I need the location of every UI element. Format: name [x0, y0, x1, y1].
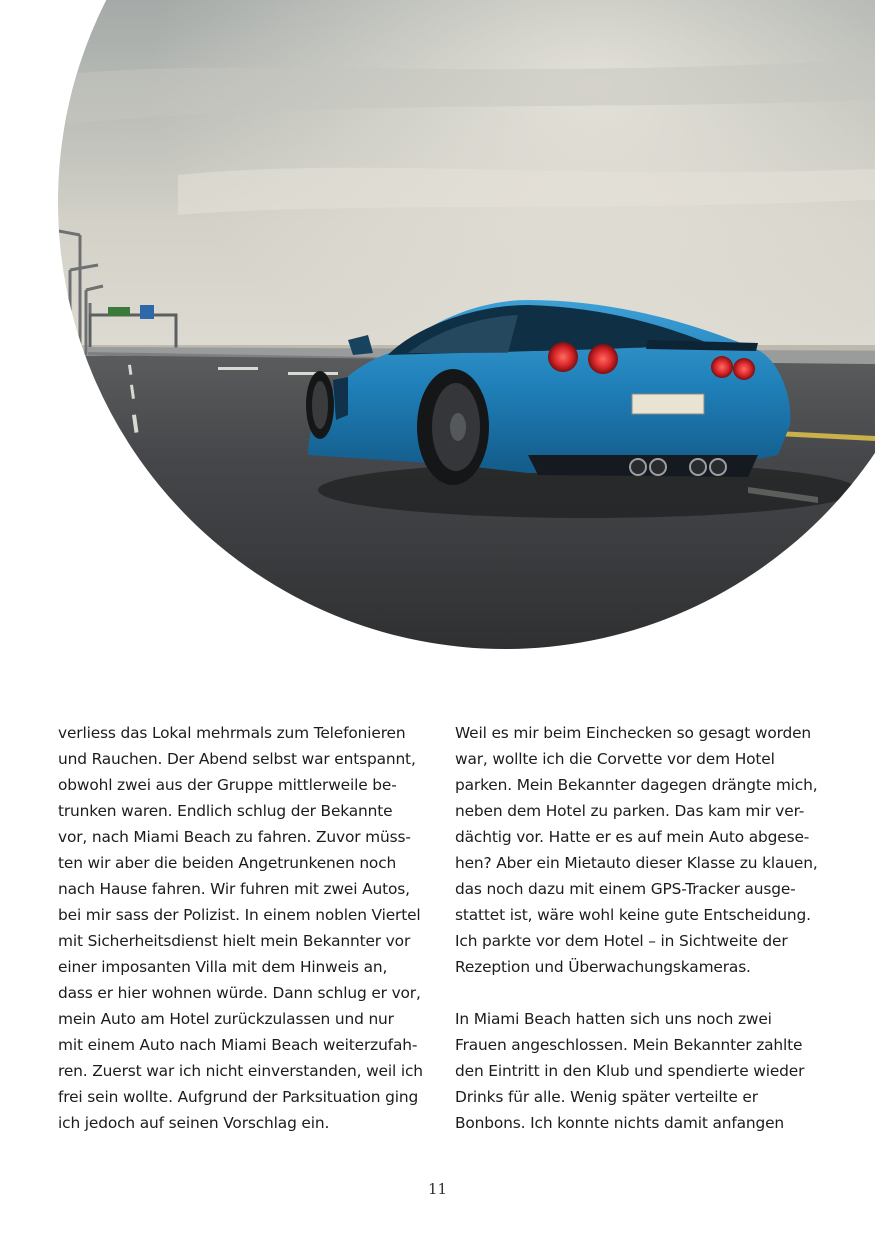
text-line: parken. Mein Bekannter dagegen drängte mich,: [455, 776, 818, 794]
text-line: frei sein wollte. Aufgrund der Parksituation ging: [58, 1088, 419, 1106]
car-photo-circle: [58, 0, 875, 649]
text-line: einer imposanten Villa mit dem Hinweis an,: [58, 958, 388, 976]
text-line: Weil es mir beim Einchecken so gesagt worden: [455, 724, 812, 742]
text-line: Frauen angeschlossen. Mein Bekannter zahlte: [455, 1036, 803, 1054]
text-line: Ich parkte vor dem Hotel – in Sichtweite der: [455, 932, 788, 950]
text-line: bei mir sass der Polizist. In einem noblen Viertel: [58, 906, 421, 924]
article-left-column: [58, 720, 426, 1136]
text-line: ren. Zuerst war ich nicht einverstanden, weil ich: [58, 1062, 423, 1080]
text-line: ich jedoch auf seinen Vorschlag ein.: [58, 1114, 330, 1132]
text-line: war, wollte ich die Corvette vor dem Hotel: [455, 750, 775, 768]
text-line: ten wir aber die beiden Angetrunkenen noch: [58, 854, 397, 872]
text-line: vor, nach Miami Beach zu fahren. Zuvor müss-: [58, 828, 411, 846]
text-line: den Eintritt in den Klub und spendierte wieder: [455, 1062, 805, 1080]
page-number: 11: [427, 1180, 448, 1198]
text-line: stattet ist, wäre wohl keine gute Entscheidung.: [455, 906, 811, 924]
text-line: mit einem Auto nach Miami Beach weiterzufah-: [58, 1036, 418, 1054]
text-line: Bonbons. Ich konnte nichts damit anfangen: [455, 1114, 785, 1132]
text-line: verliess das Lokal mehrmals zum Telefonieren: [58, 724, 406, 742]
text-line: mein Auto am Hotel zurückzulassen und nur: [58, 1010, 394, 1028]
text-line: mit Sicherheitsdienst hielt mein Bekannter vor: [58, 932, 411, 950]
article-right-column: [455, 720, 823, 1136]
text-line: hen? Aber ein Mietauto dieser Klasse zu klauen,: [455, 854, 818, 872]
text-line: In Miami Beach hatten sich uns noch zwei: [455, 1010, 772, 1028]
text-line: Drinks für alle. Wenig später verteilte er: [455, 1088, 758, 1106]
text-line: Rezeption und Überwachungskameras.: [455, 958, 751, 976]
text-line: und Rauchen. Der Abend selbst war entspannt,: [58, 750, 416, 768]
text-line: dass er hier wohnen würde. Dann schlug er vor,: [58, 984, 421, 1002]
text-line: trunken waren. Endlich schlug der Bekannte: [58, 802, 393, 820]
text-line: nach Hause fahren. Wir fuhren mit zwei Autos,: [58, 880, 410, 898]
text-line: das noch dazu mit einem GPS-Tracker ausge-: [455, 880, 796, 898]
text-line: neben dem Hotel zu parken. Das kam mir ver-: [455, 802, 805, 820]
paragraph-spacer: [455, 980, 823, 1006]
car-photo: [58, 0, 875, 649]
text-line: dächtig vor. Hatte er es auf mein Auto abgese-: [455, 828, 810, 846]
text-line: obwohl zwei aus der Gruppe mittlerweile be-: [58, 776, 397, 794]
